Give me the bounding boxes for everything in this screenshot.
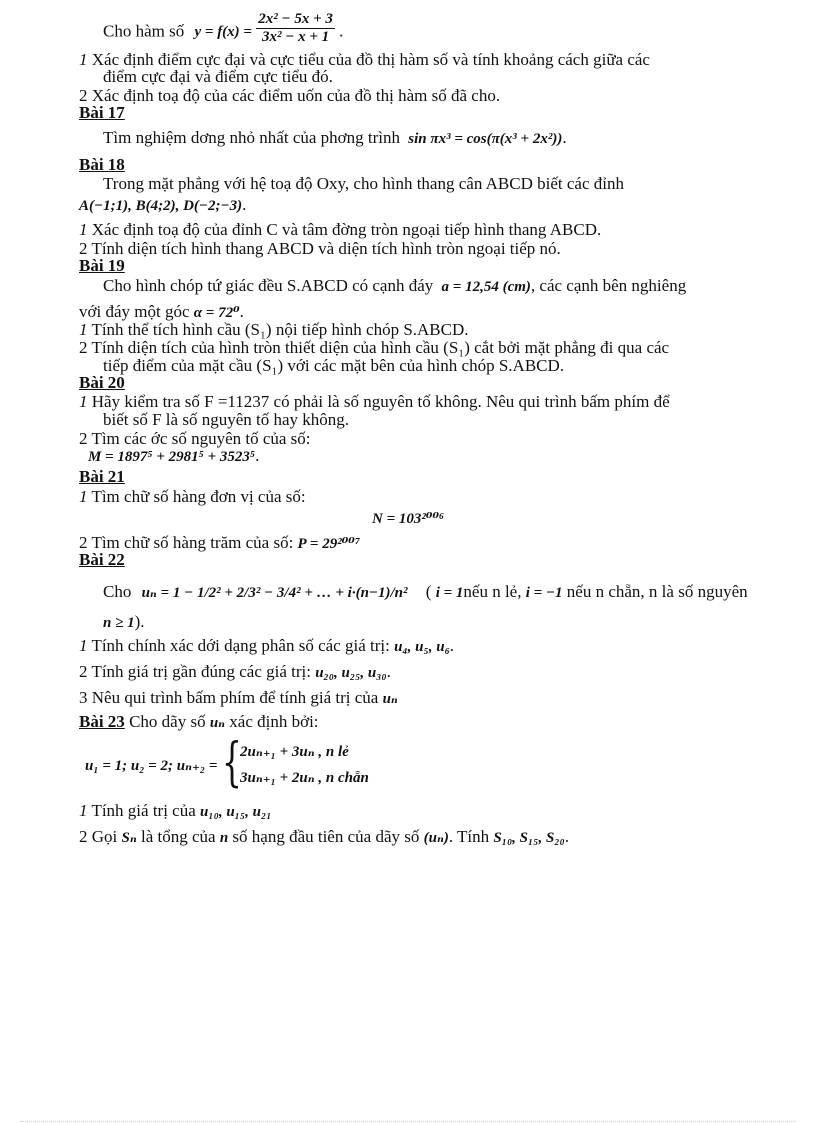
bai20-q1b: biết số F là số nguyên tố hay không. — [103, 410, 350, 429]
bai23-intro-var: uₙ — [209, 715, 226, 731]
bai21-N: N = 103²⁰⁰⁶ — [372, 511, 445, 527]
bai18-end: . — [242, 195, 247, 214]
intro-fraction-num: 2x² − 5x + 3 — [258, 11, 333, 27]
bai22-cond-i2: i = −1 — [525, 585, 563, 601]
bai17-title: Bài 17 — [79, 103, 125, 122]
bai19-a-value: a = 12,54 (cm) — [441, 279, 531, 295]
intro-q2: Xác định toạ độ của các điểm uốn của đồ thị hàm số đã cho. — [91, 86, 501, 105]
bai23-q2-s: Sₙ — [121, 830, 137, 846]
bai20-q2: Tìm các ớc số nguyên tố của số: — [91, 429, 311, 448]
bai23-q2a: Gọi — [91, 827, 118, 846]
bai20-formula-line — [88, 446, 748, 467]
bai17-end: . — [562, 128, 567, 147]
bai19-q2b: tiếp điểm của mặt cầu (S₁) với các mặt bên của hình chóp S.ABCD. — [103, 356, 565, 375]
bai22-title: Bài 22 — [79, 550, 125, 569]
bai22-q2-values: u₂₀, u₂₅, u₃₀ — [315, 665, 387, 681]
bai22-line1: Cho uₙ = 1 − 1/2² + 2/3² − 3/4² + … + i·(n−1)/n² ( i = 1nếu n lẻ, i = −1 nếu n chẵn, n là số nguyên — [103, 582, 748, 601]
q-number: 1 — [79, 220, 88, 239]
bai20-end: . — [255, 446, 260, 465]
bai22-q2-line: 2 Tính giá trị gần đúng các giá trị: u₂₀, u₂₅, u₃₀. — [79, 662, 391, 681]
intro-end: . — [339, 21, 344, 41]
bai18-title: Bài 18 — [79, 155, 125, 174]
bai23-q1-line — [79, 801, 739, 822]
bai21-title: Bài 21 — [79, 467, 125, 486]
bai22-q1-values: u₄, u₅, u₆ — [394, 639, 450, 655]
bai22-q3-line — [79, 688, 739, 709]
intro-q1b: điểm cực đại và điểm cực tiểu đó. — [103, 67, 333, 86]
bai23-q1-values: u₁₀, u₁₅, u₂₁ — [200, 804, 272, 820]
intro-q1a: Xác định điểm cực đại và cực tiểu của đồ thị hàm số và tính khoảng cách giữa các — [91, 50, 650, 69]
bai23-q2-u: (uₙ) — [423, 830, 449, 846]
bai20-formula: M = 1897⁵ + 2981⁵ + 3523⁵ — [88, 449, 256, 465]
bai22-cond-t2: nếu n chẵn, n là số nguyên — [566, 582, 748, 601]
bai20-q1-line1 — [79, 392, 739, 411]
bai23-case1-line — [240, 741, 440, 762]
bai21-q1-line — [79, 487, 739, 506]
bai17-formula: sin πx³ = cos(π(x³ + 2x²)) — [408, 131, 563, 147]
bai20-q1a: Hãy kiểm tra số F =11237 có phải là số nguyên tố không. Nêu qui trình bấm phím để — [91, 392, 670, 411]
intro-fraction-den: 3x² − x + 1 — [261, 29, 330, 45]
intro-fraction — [256, 11, 335, 46]
bai23-case2-line — [240, 767, 440, 788]
bai19-end: . — [239, 302, 244, 321]
page-bottom-border — [20, 1121, 796, 1122]
bai23-q2d: . Tính — [448, 827, 490, 846]
brace-icon: { — [222, 733, 242, 793]
q-number: 2 — [79, 338, 88, 357]
bai21-N-line — [372, 508, 572, 529]
bai19-line1 — [103, 276, 763, 297]
bai19-text: Cho hình chóp tứ giác đều S.ABCD có cạnh đáy — [103, 276, 434, 295]
bai22-q3-value: uₙ — [382, 691, 398, 707]
bai22-q3: Nêu qui trình bấm phím để tính giá trị của — [91, 688, 379, 707]
intro-q1-line2 — [103, 67, 763, 86]
bai19-text-b: , các cạnh bên nghiêng — [530, 276, 687, 295]
q-number: 1 — [79, 320, 88, 339]
bai19-q1: Tính thể tích hình cầu (S₁) nội tiếp hình chóp S.ABCD. — [91, 320, 469, 339]
bai23-intro-end: xác định bởi: — [229, 712, 319, 731]
q-number: 1 — [79, 801, 88, 820]
q-number: 2 — [79, 533, 88, 552]
bai23-case2: 3uₙ₊₁ + 2uₙ , n chẵn — [240, 770, 369, 786]
bai19-line2-text: với đáy một góc — [79, 302, 190, 321]
bai23-q2b: là tổng của — [140, 827, 216, 846]
intro-line — [103, 11, 763, 50]
bai18-points: A(−1;1), B(4;2), D(−2;−3) — [79, 198, 243, 214]
bai17-text: Tìm nghiệm dơng nhỏ nhất của phơng trình — [103, 128, 401, 147]
q-number: 2 — [79, 662, 88, 681]
bai22-cond-t1: nếu n lẻ, — [463, 582, 522, 601]
bai19-alpha: α = 72⁰ — [193, 305, 240, 321]
bai23-q2-line — [79, 827, 739, 848]
q-number: 2 — [79, 86, 88, 105]
bai23-title: Bài 23 — [79, 712, 125, 731]
q-number: 1 — [79, 636, 88, 655]
q-number: 3 — [79, 688, 88, 707]
bai23-q2-end: . — [564, 827, 570, 846]
bai23-init: u₁ = 1; u₂ = 2; uₙ₊₂ = — [85, 758, 218, 774]
q-number: 2 — [79, 239, 88, 258]
bai22-cond-i1: i = 1 — [435, 585, 464, 601]
bai21-P: P = 29²⁰⁰⁷ — [297, 536, 361, 552]
bai19-q1-line — [79, 320, 739, 339]
bai22-line2 — [103, 612, 763, 633]
bai23-intro: Cho dãy số — [129, 712, 206, 731]
q-number: 1 — [79, 50, 88, 69]
intro-text: Cho hàm số — [103, 21, 185, 41]
bai23-q1: Tính giá trị của — [91, 801, 196, 820]
bai23-intro-line — [79, 712, 739, 733]
bai18-q1: Xác định toạ độ của đỉnh C và tâm đờng tròn ngoại tiếp hình thang ABCD. — [91, 220, 602, 239]
bai23-q2-n: n — [219, 830, 229, 846]
bai19-q2-line1 — [79, 338, 739, 357]
bai17-line — [103, 128, 763, 149]
q-number: 1 — [79, 392, 88, 411]
bai22-q2: Tính giá trị gần đúng các giá trị: — [91, 662, 311, 681]
bai22-q1-line: 1 Tính chính xác dới dạng phân số các giá trị: u₄, u₅, u₆. — [79, 636, 455, 655]
bai21-q1: Tìm chữ số hàng đơn vị của số: — [91, 487, 306, 506]
q-number: 2 — [79, 429, 88, 448]
bai18-q2: Tính diện tích hình thang ABCD và diện tích hình tròn ngoại tiếp nó. — [91, 239, 561, 258]
q-number: 2 — [79, 827, 88, 846]
bai22-cho: Cho — [103, 582, 132, 601]
bai19-title: Bài 19 — [79, 256, 125, 275]
bai18-points-line — [79, 195, 739, 216]
bai22-un-formula: uₙ = 1 − 1/2² + 2/3² − 3/4² + … + i·(n−1)/n² — [141, 585, 408, 601]
bai20-title: Bài 20 — [79, 373, 125, 392]
bai18-line1: Trong mặt phẳng với hệ toạ độ Oxy, cho hình thang cân ABCD biết các đỉnh — [103, 174, 624, 193]
bai23-case1: 2uₙ₊₁ + 3uₙ , n lẻ — [240, 744, 349, 760]
bai22-n-end: ). — [134, 612, 145, 631]
bai21-q2: Tìm chữ số hàng trăm của số: — [91, 533, 294, 552]
bai19-q2a: Tính diện tích của hình tròn thiết diện của hình cầu (S₁) cắt bởi mặt phẳng đi qua các — [91, 338, 670, 357]
bai22-n-ge: n ≥ 1 — [103, 615, 135, 631]
bai18-q1-line — [79, 220, 739, 239]
bai23-q2c: số hạng đầu tiên của dãy số — [232, 827, 420, 846]
intro-formula-lhs: y = f(x) = — [194, 24, 252, 41]
bai22-q1: Tính chính xác dới dạng phân số các giá trị: — [91, 636, 390, 655]
q-number: 1 — [79, 487, 88, 506]
bai23-q2-values: S₁₀, S₁₅, S₂₀ — [493, 830, 565, 846]
